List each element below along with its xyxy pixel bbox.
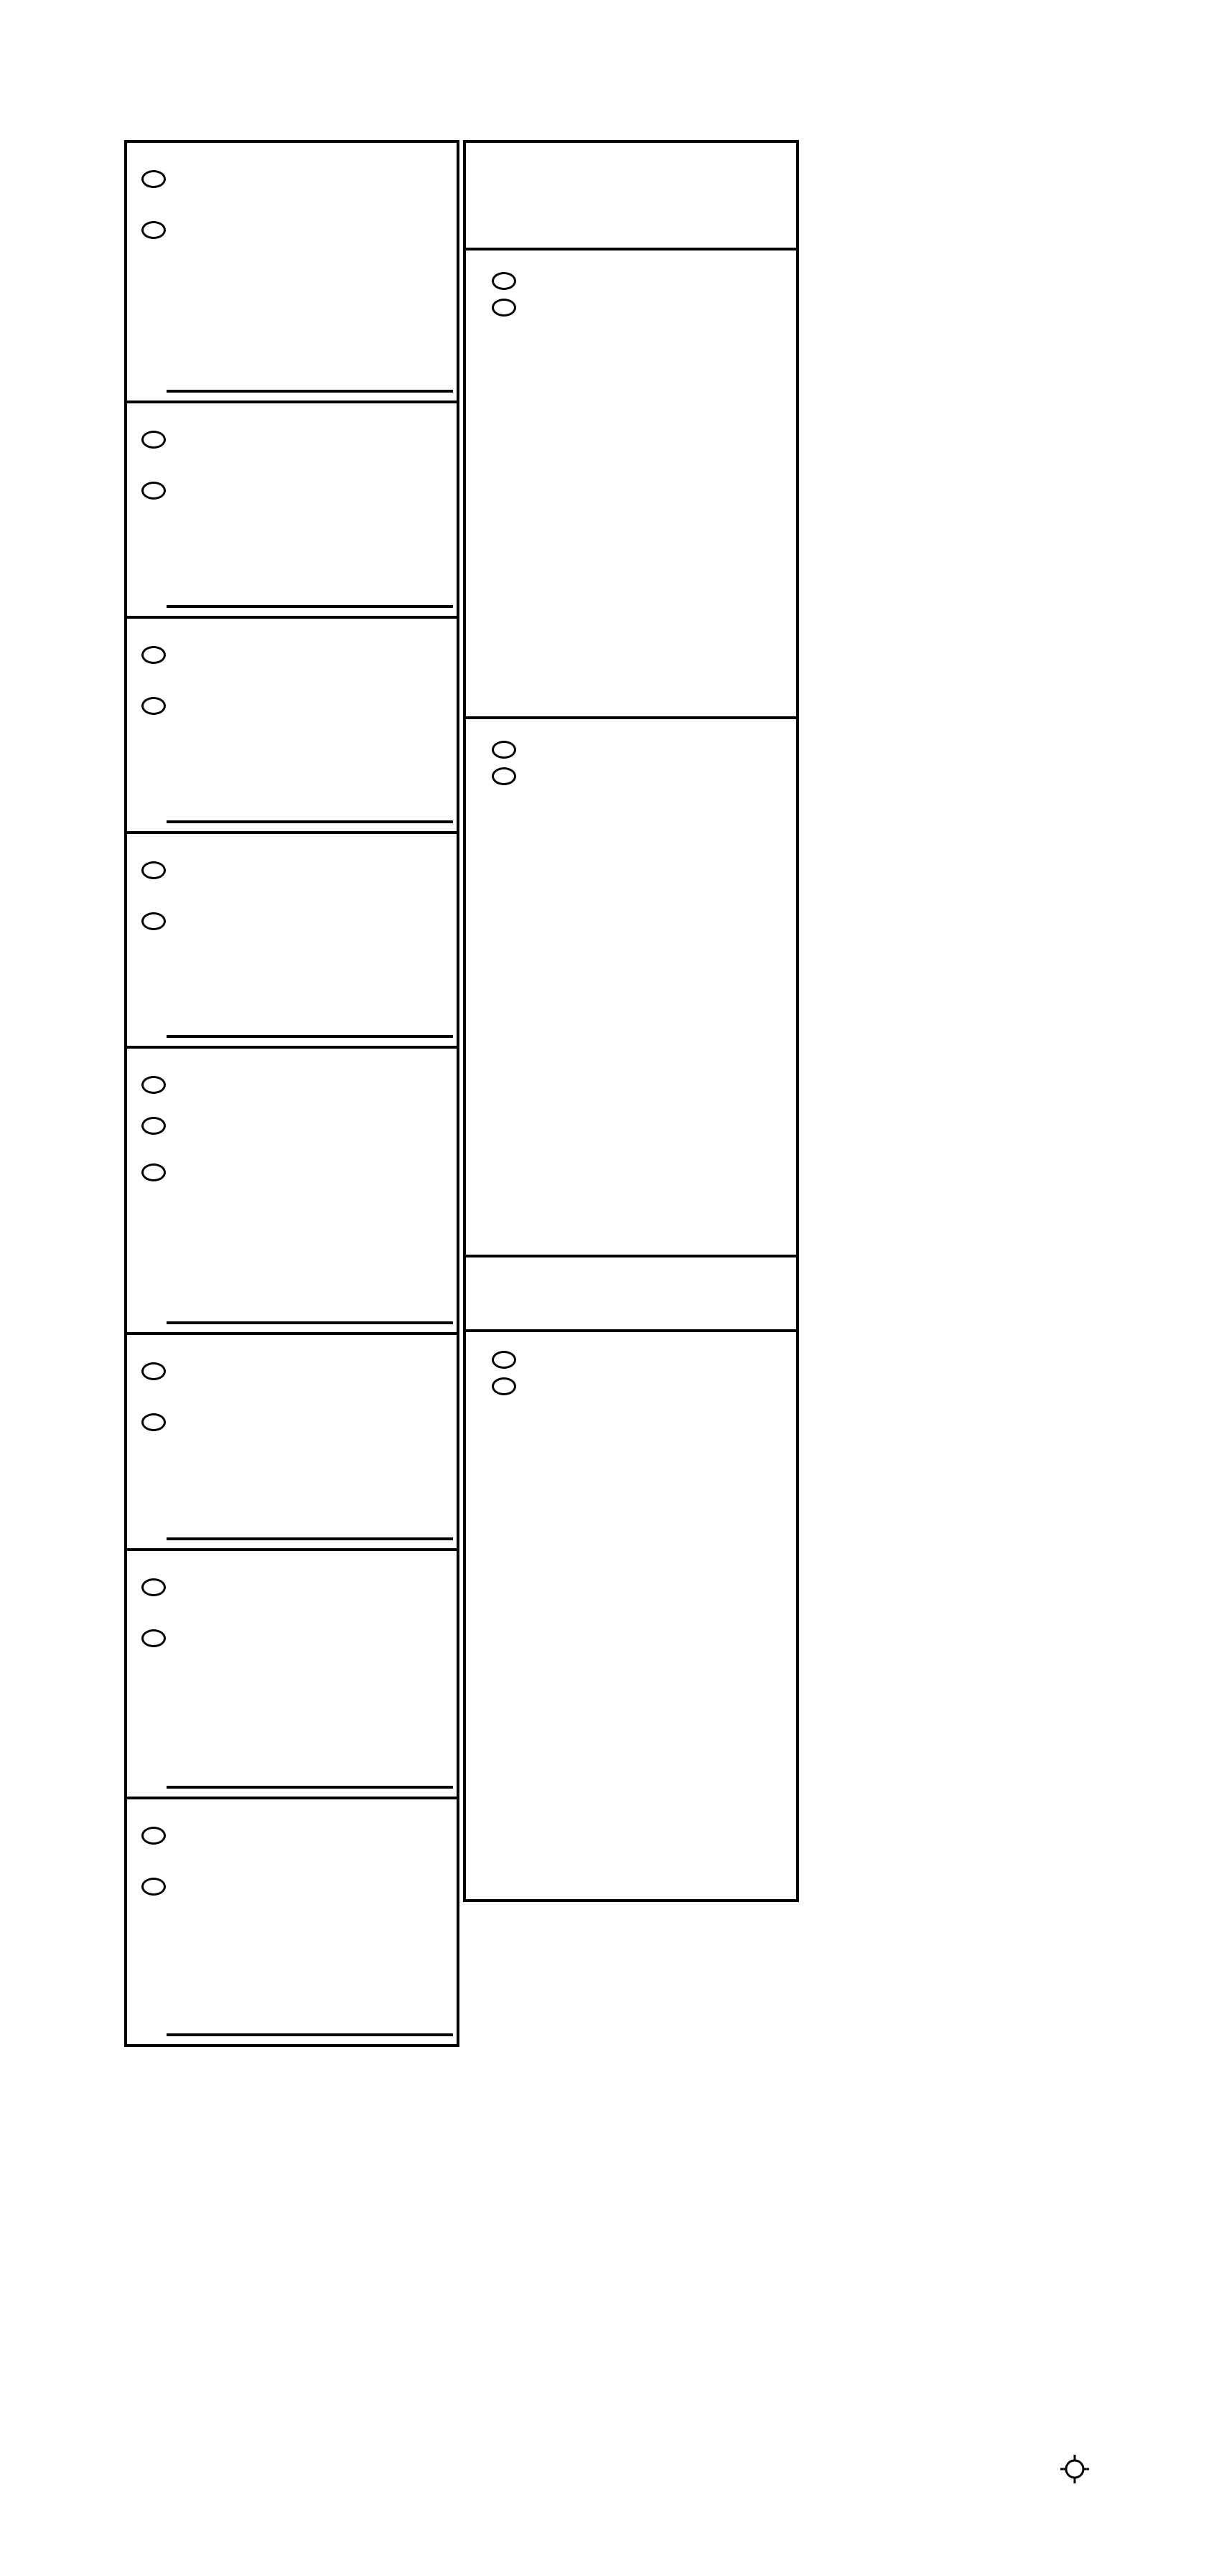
no-row bbox=[492, 1377, 796, 1395]
referendum-header-text bbox=[466, 1257, 796, 1263]
referendum-a bbox=[466, 1332, 796, 1899]
write-in-bubble[interactable] bbox=[141, 697, 166, 715]
contest-county-commissioner-district-5 bbox=[127, 1799, 457, 2044]
amendment-1 bbox=[466, 250, 796, 719]
write-in-bubble-row bbox=[141, 1629, 457, 1647]
yes-row bbox=[492, 741, 796, 759]
yes-bubble[interactable] bbox=[492, 272, 516, 290]
write-in-bubble[interactable] bbox=[141, 1413, 166, 1431]
contest-solicitor-general bbox=[127, 1335, 457, 1551]
no-bubble[interactable] bbox=[492, 767, 516, 785]
write-in-bubble-row bbox=[141, 221, 457, 239]
yes-bubble[interactable] bbox=[492, 741, 516, 759]
candidate-row bbox=[141, 1827, 457, 1845]
measures-column bbox=[463, 140, 799, 1902]
contest-county-commission-chairman bbox=[127, 1551, 457, 1799]
no-bubble[interactable] bbox=[492, 299, 516, 317]
write-in-area[interactable] bbox=[167, 1035, 453, 1040]
no-row bbox=[492, 299, 796, 317]
referendum-header bbox=[466, 1257, 796, 1332]
candidate-bubble[interactable] bbox=[141, 431, 166, 449]
write-in-bubble[interactable] bbox=[141, 482, 166, 500]
candidate-bubble[interactable] bbox=[141, 170, 166, 188]
write-in-bubble-row bbox=[141, 912, 457, 930]
contest-column bbox=[124, 140, 459, 2047]
write-in-bubble[interactable] bbox=[141, 912, 166, 930]
crosshair-registration-icon bbox=[1060, 2455, 1089, 2483]
candidate-row bbox=[141, 1578, 457, 1596]
write-in-bubble[interactable] bbox=[141, 1629, 166, 1647]
write-in-bubble-row bbox=[141, 697, 457, 715]
candidate-row bbox=[141, 861, 457, 879]
yes-bubble[interactable] bbox=[492, 1351, 516, 1369]
yes-row bbox=[492, 1351, 796, 1369]
no-bubble[interactable] bbox=[492, 1377, 516, 1395]
yes-row bbox=[492, 272, 796, 290]
write-in-area[interactable] bbox=[167, 1321, 453, 1326]
candidate-row bbox=[141, 1362, 457, 1380]
write-in-bubble[interactable] bbox=[141, 1163, 166, 1181]
write-in-area[interactable] bbox=[167, 1786, 453, 1791]
write-in-bubble-row bbox=[141, 482, 457, 500]
contest-district-attorney bbox=[127, 143, 457, 403]
write-in-bubble-row bbox=[141, 1878, 457, 1896]
contest-clerk-superior-court bbox=[127, 403, 457, 619]
candidate-bubble[interactable] bbox=[141, 861, 166, 879]
candidate-bubble[interactable] bbox=[141, 1578, 166, 1596]
write-in-area[interactable] bbox=[167, 605, 453, 610]
candidate-bubble[interactable] bbox=[141, 1076, 166, 1094]
write-in-bubble[interactable] bbox=[141, 221, 166, 239]
candidate-row bbox=[141, 1076, 457, 1094]
candidate-bubble[interactable] bbox=[141, 1362, 166, 1380]
candidate-bubble[interactable] bbox=[141, 1117, 166, 1135]
amendment-2 bbox=[466, 719, 796, 1257]
write-in-bubble-row bbox=[141, 1163, 457, 1181]
write-in-bubble[interactable] bbox=[141, 1878, 166, 1896]
candidate-row bbox=[141, 1117, 457, 1135]
candidate-row bbox=[141, 431, 457, 449]
candidate-row bbox=[141, 170, 457, 188]
contest-coroner bbox=[127, 1049, 457, 1335]
candidate-bubble[interactable] bbox=[141, 1827, 166, 1845]
amendments-header-text bbox=[466, 143, 796, 153]
write-in-area[interactable] bbox=[167, 1537, 453, 1542]
write-in-area[interactable] bbox=[167, 2033, 453, 2038]
write-in-area[interactable] bbox=[167, 820, 453, 825]
no-row bbox=[492, 767, 796, 785]
write-in-area[interactable] bbox=[167, 390, 453, 395]
candidate-row bbox=[141, 646, 457, 664]
candidate-bubble[interactable] bbox=[141, 646, 166, 664]
write-in-bubble-row bbox=[141, 1413, 457, 1431]
amendments-header bbox=[466, 143, 796, 250]
contest-sheriff bbox=[127, 619, 457, 834]
contest-tax-commissioner bbox=[127, 834, 457, 1049]
